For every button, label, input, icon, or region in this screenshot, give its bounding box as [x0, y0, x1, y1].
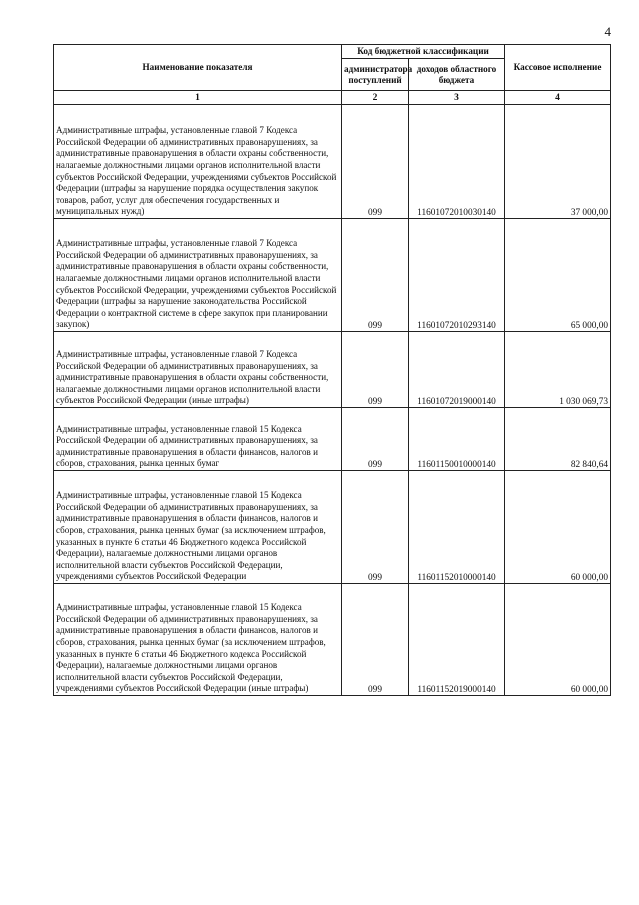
header-admin-code: администратора поступлений [342, 59, 409, 91]
cash-amount: 60 000,00 [505, 584, 611, 696]
table-row [54, 105, 611, 219]
admin-code: 099 [342, 105, 409, 219]
table-body [54, 105, 611, 696]
header-income-code: доходов областного бюджета [409, 59, 505, 91]
column-numbers-row [54, 91, 611, 105]
income-code: 11601072019000140 [409, 332, 505, 408]
revenue-table [53, 44, 611, 696]
indicator-name: Административные штрафы, установленные главой 15 Кодекса Российской Федерации об административных правонарушениях, за административные правонарушения в области финансов, налогов и сборов, страхования, рынка ценных бумаг (за исключением штрафов, указанных в пункте 6 статьи 46 Бюджетного кодекса Российской Федерации), налагаемые должностными лицами органов исполнительной власти субъектов Российской Федерации, учреждениями субъектов Российской Федерации (иные штрафы) [54, 584, 342, 696]
income-code: 11601152010000140 [409, 471, 505, 584]
indicator-name: Административные штрафы, установленные главой 7 Кодекса Российской Федерации об административных правонарушениях, за административные правонарушения в области охраны собственности, налагаемые должностными лицами органов исполнительной власти субъектов Российской Федерации (иные штрафы) [54, 332, 342, 408]
admin-code: 099 [342, 332, 409, 408]
header-budget-code-group: Код бюджетной классификации [342, 45, 505, 59]
table-row [54, 219, 611, 332]
page-number: 4 [604, 24, 611, 39]
indicator-name: Административные штрафы, установленные главой 15 Кодекса Российской Федерации об административных правонарушениях, за административные правонарушения в области финансов, налогов и сборов, страхования, рынка ценных бумаг [54, 408, 342, 471]
cash-amount: 37 000,00 [505, 105, 611, 219]
table-header [54, 45, 611, 105]
cash-amount: 82 840,64 [505, 408, 611, 471]
admin-code: 099 [342, 219, 409, 332]
table-row [54, 332, 611, 408]
indicator-name: Административные штрафы, установленные главой 15 Кодекса Российской Федерации об административных правонарушениях, за административные правонарушения в области финансов, налогов и сборов, страхования, рынка ценных бумаг (за исключением штрафов, указанных в пункте 6 статьи 46 Бюджетного кодекса Российской Федерации), налагаемые должностными лицами органов исполнительной власти субъектов Российской Федерации, учреждениями субъектов Российской Федерации [54, 471, 342, 584]
column-number: 3 [409, 91, 505, 105]
income-code: 11601072010293140 [409, 219, 505, 332]
cash-amount: 60 000,00 [505, 471, 611, 584]
admin-code: 099 [342, 471, 409, 584]
admin-code: 099 [342, 408, 409, 471]
table-row [54, 584, 611, 696]
income-code: 11601152019000140 [409, 584, 505, 696]
column-number: 4 [505, 91, 611, 105]
admin-code: 099 [342, 584, 409, 696]
cash-amount: 65 000,00 [505, 219, 611, 332]
table-row [54, 408, 611, 471]
indicator-name: Административные штрафы, установленные главой 7 Кодекса Российской Федерации об административных правонарушениях, за административные правонарушения в области охраны собственности, налагаемые должностными лицами органов исполнительной власти субъектов Российской Федерации, учреждениями субъектов Российской Федерации (штрафы за нарушение порядка осуществления закупок товаров, работ, услуг для обеспечения государственных и муниципальных нужд) [54, 105, 342, 219]
column-number: 2 [342, 91, 409, 105]
income-code: 11601072010030140 [409, 105, 505, 219]
indicator-name: Административные штрафы, установленные главой 7 Кодекса Российской Федерации об административных правонарушениях, за административные правонарушения в области охраны собственности, налагаемые должностными лицами органов исполнительной власти субъектов Российской Федерации, учреждениями субъектов Российской Федерации (штрафы за нарушение законодательства Российской Федерации о контрактной системе в сфере закупок при планировании закупок) [54, 219, 342, 332]
header-indicator-name: Наименование показателя [54, 45, 342, 91]
income-code: 11601150010000140 [409, 408, 505, 471]
table-row [54, 471, 611, 584]
cash-amount: 1 030 069,73 [505, 332, 611, 408]
column-number: 1 [54, 91, 342, 105]
header-cash-execution: Кассовое исполнение [505, 45, 611, 91]
